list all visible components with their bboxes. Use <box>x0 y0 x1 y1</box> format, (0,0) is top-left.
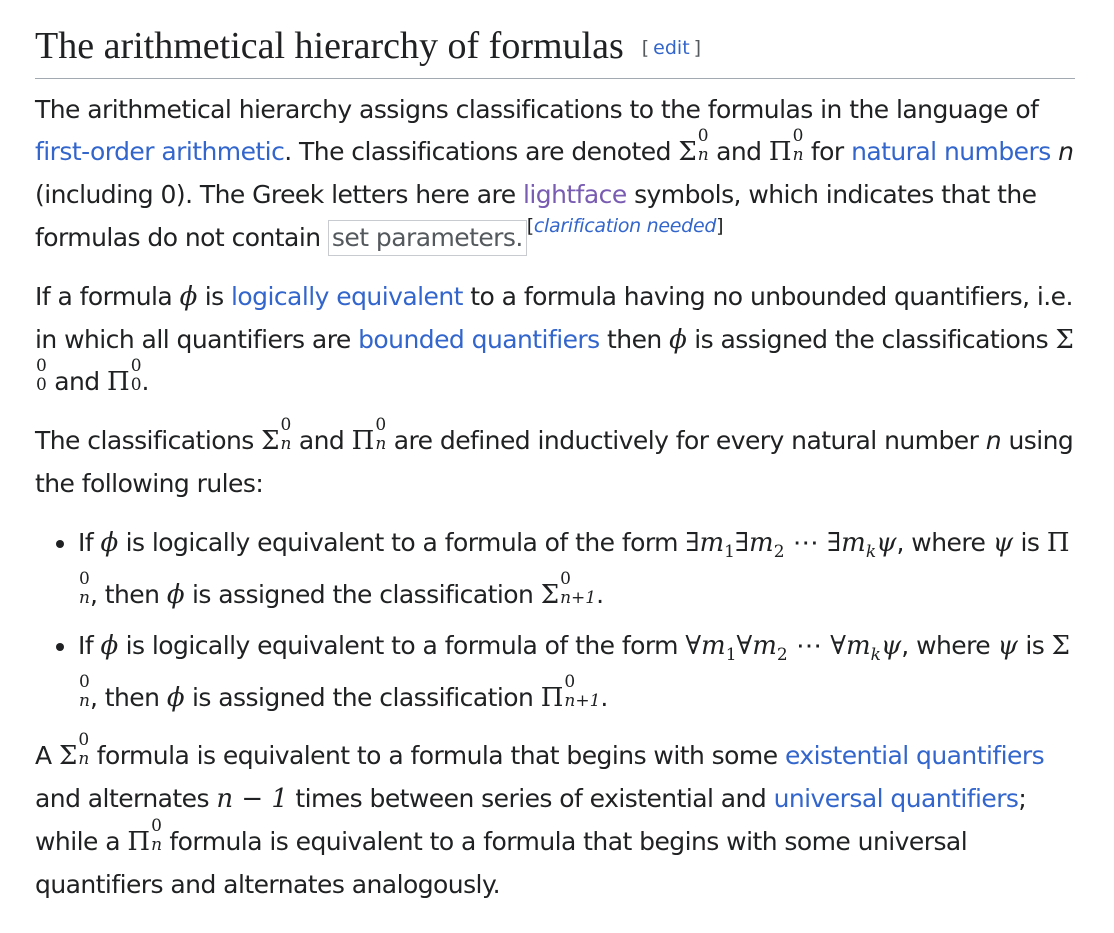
subscript: n <box>280 434 292 455</box>
subscript: 0 <box>130 375 142 396</box>
text: is <box>1013 527 1047 557</box>
variable-n: n <box>1058 137 1074 167</box>
link-bounded-quantifiers[interactable]: bounded quantifiers <box>358 324 600 354</box>
text: ; while a <box>35 784 1027 856</box>
sup-sub <box>36 356 47 398</box>
text: , then <box>89 682 167 712</box>
text: and <box>46 367 108 397</box>
superscript: 0 <box>280 415 292 436</box>
text: is logically equivalent to a formula of the form <box>118 527 686 557</box>
math-n-minus-1 <box>216 784 288 814</box>
text: The arithmetical hierarchy assigns classifications to the formulas in the language of <box>35 94 1039 124</box>
sigma-symbol: Σ <box>540 579 560 610</box>
sup-sub <box>697 126 709 168</box>
expression-n-minus-1: n − 1 <box>216 784 288 815</box>
psi-symbol: ψ <box>997 630 1018 661</box>
math-pi-n-0 <box>127 815 163 857</box>
text: using the following rules: <box>35 426 1074 498</box>
text: is logically equivalent to a formula of the form <box>118 630 686 660</box>
math-phi <box>167 683 185 713</box>
section-heading <box>35 18 1075 79</box>
pi-symbol: Π <box>540 682 564 713</box>
phi-symbol: ϕ <box>166 682 185 713</box>
text: are defined inductively for every natural number <box>386 426 986 456</box>
paragraph-bounded <box>35 276 1075 404</box>
sigma-symbol: Σ <box>58 741 78 772</box>
link-first-order-arithmetic[interactable]: first-order arithmetic <box>35 137 285 167</box>
paragraph-inductive <box>35 415 1075 506</box>
text: and <box>708 137 769 167</box>
rules-list <box>35 522 1075 720</box>
pi-symbol: Π <box>1046 527 1070 558</box>
math-phi <box>167 580 185 610</box>
subscript: 0 <box>36 375 47 396</box>
superscript: 0 <box>151 815 162 836</box>
superscript: 0 <box>697 126 709 147</box>
subscript: n+1 <box>564 690 601 711</box>
link-lightface[interactable]: lightface <box>522 180 627 210</box>
sigma-symbol: Σ <box>261 426 280 457</box>
math-pi-n-0 <box>768 126 804 168</box>
sigma-symbol: Σ <box>1055 324 1074 355</box>
ellipsis: ⋯ <box>795 630 822 661</box>
subscript: n <box>78 749 90 770</box>
sup-sub <box>564 671 601 714</box>
pi-symbol: Π <box>351 426 375 457</box>
text: . <box>141 367 149 397</box>
variable-n: n <box>985 426 1002 456</box>
var-m: m <box>752 630 777 661</box>
text: . The classifications are denoted <box>284 137 679 167</box>
subscript: n <box>151 834 163 855</box>
paragraph-alternation <box>35 730 1075 906</box>
text: The classifications <box>35 426 262 456</box>
pi-symbol: Π <box>107 367 130 398</box>
subscript: k <box>870 644 881 665</box>
exists-symbol: ∃ <box>734 527 750 558</box>
link-existential-quantifiers[interactable]: existential quantifiers <box>784 741 1045 771</box>
clarification-needed-link[interactable]: clarification needed <box>533 214 717 237</box>
subscript: 2 <box>776 644 788 665</box>
text: is assigned the classification <box>184 682 541 712</box>
link-logically-equivalent[interactable]: logically equivalent <box>231 281 463 311</box>
var-m: m <box>701 630 726 661</box>
phi-symbol: ϕ <box>100 527 119 558</box>
text: symbols, which indicates that the formulas do not contain <box>35 180 1037 252</box>
text: and <box>291 426 352 456</box>
math-phi <box>100 631 118 661</box>
math-phi <box>100 528 118 558</box>
subscript: k <box>865 541 877 562</box>
pi-symbol: Π <box>127 826 151 857</box>
bracket-close: ] <box>716 214 724 237</box>
text: for <box>803 137 852 167</box>
superscript: 0 <box>36 356 47 377</box>
superscript: 0 <box>375 415 387 436</box>
subscript: n+1 <box>560 587 597 608</box>
phi-symbol: ϕ <box>179 281 198 312</box>
math-psi <box>993 528 1013 558</box>
clarification-needed-tag <box>527 215 723 237</box>
text: If <box>78 630 101 660</box>
edit-bracket-open: [ <box>641 37 650 59</box>
var-m: m <box>845 630 871 661</box>
math-pi-n1-0 <box>540 671 601 713</box>
psi-symbol: ψ <box>880 630 902 661</box>
text: is <box>197 281 231 311</box>
superscript: 0 <box>79 671 90 692</box>
text: (including 0). The Greek letters here are <box>35 180 523 210</box>
list-item-forall-rule <box>78 625 1075 720</box>
subscript: n <box>79 587 90 608</box>
math-phi <box>180 282 198 312</box>
sigma-symbol: Σ <box>678 137 697 168</box>
boxed-set-parameters: set parameters. <box>328 220 527 256</box>
superscript: 0 <box>79 568 90 589</box>
math-pi-0-0 <box>107 356 142 398</box>
exists-symbol: ∃ <box>827 527 842 558</box>
forall-symbol: ∀ <box>685 630 702 661</box>
phi-symbol: ϕ <box>100 630 119 661</box>
text: If <box>78 527 101 557</box>
sup-sub <box>78 730 90 772</box>
edit-section-links <box>642 37 701 59</box>
text: is <box>1017 630 1052 660</box>
superscript: 0 <box>560 568 571 589</box>
math-forall-chain <box>685 630 902 665</box>
text: then <box>599 324 670 354</box>
text: , where <box>896 527 993 557</box>
psi-symbol: ψ <box>876 527 897 558</box>
var-m: m <box>841 527 866 558</box>
math-exists-chain <box>685 527 897 562</box>
math-phi <box>669 325 687 355</box>
section-title: The arithmetical hierarchy of formulas <box>35 25 624 67</box>
phi-symbol: ϕ <box>166 579 185 610</box>
text: and alternates <box>35 784 217 814</box>
sup-sub <box>130 356 142 398</box>
subscript: 1 <box>724 541 735 562</box>
text: . <box>600 682 608 712</box>
forall-symbol: ∀ <box>830 630 846 661</box>
text: A <box>35 741 59 771</box>
superscript: 0 <box>130 356 142 377</box>
var-m: m <box>749 527 774 558</box>
text: . <box>596 579 604 609</box>
sup-sub <box>280 415 292 457</box>
sup-sub <box>151 815 163 858</box>
sigma-symbol: Σ <box>1051 630 1070 661</box>
text: times between series of existential and <box>287 784 774 814</box>
link-natural-numbers[interactable]: natural numbers <box>851 137 1051 167</box>
list-item-exists-rule <box>78 522 1075 617</box>
psi-symbol: ψ <box>992 527 1014 558</box>
math-sigma-n1-0 <box>540 568 597 610</box>
edit-link[interactable]: edit <box>653 37 690 59</box>
text: , where <box>901 630 998 660</box>
superscript: 0 <box>564 671 576 692</box>
phi-symbol: ϕ <box>669 324 687 355</box>
sup-sub <box>792 126 804 168</box>
sup-sub <box>560 568 597 611</box>
paragraph-intro <box>35 89 1075 260</box>
subscript: n <box>79 690 90 711</box>
math-pi-n-0 <box>351 415 387 457</box>
math-psi <box>998 631 1018 661</box>
subscript: n <box>792 145 804 166</box>
sup-sub <box>375 415 387 457</box>
ellipsis: ⋯ <box>792 527 819 558</box>
text: If a formula <box>35 281 180 311</box>
subscript: 1 <box>725 644 737 665</box>
subscript: n <box>697 145 709 166</box>
subscript: 2 <box>773 541 785 562</box>
bracket-open: [ <box>526 214 534 237</box>
superscript: 0 <box>78 730 90 751</box>
var-m: m <box>699 527 725 558</box>
sup-sub <box>79 568 90 611</box>
math-sigma-n-0 <box>58 730 90 772</box>
edit-bracket-close: ] <box>693 37 702 59</box>
text: formula is equivalent to a formula that begins with some <box>89 741 785 771</box>
math-sigma-n-0 <box>678 126 709 168</box>
text: is assigned the classification <box>184 579 541 609</box>
superscript: 0 <box>792 126 804 147</box>
text: is assigned the classifications <box>686 324 1056 354</box>
forall-symbol: ∀ <box>736 630 753 661</box>
math-sigma-n-0 <box>261 415 292 457</box>
pi-symbol: Π <box>768 137 792 168</box>
text: formula is equivalent to a formula that begins with some universal quantifiers and alternates analogously. <box>35 826 968 899</box>
sup-sub <box>79 671 90 714</box>
text: to a formula having no unbounded quantifiers, i.e. in which all quantifiers are <box>35 281 1073 354</box>
text: , then <box>89 579 167 609</box>
link-universal-quantifiers[interactable]: universal quantifiers <box>773 784 1019 814</box>
subscript: n <box>375 434 387 455</box>
exists-symbol: ∃ <box>685 527 700 558</box>
